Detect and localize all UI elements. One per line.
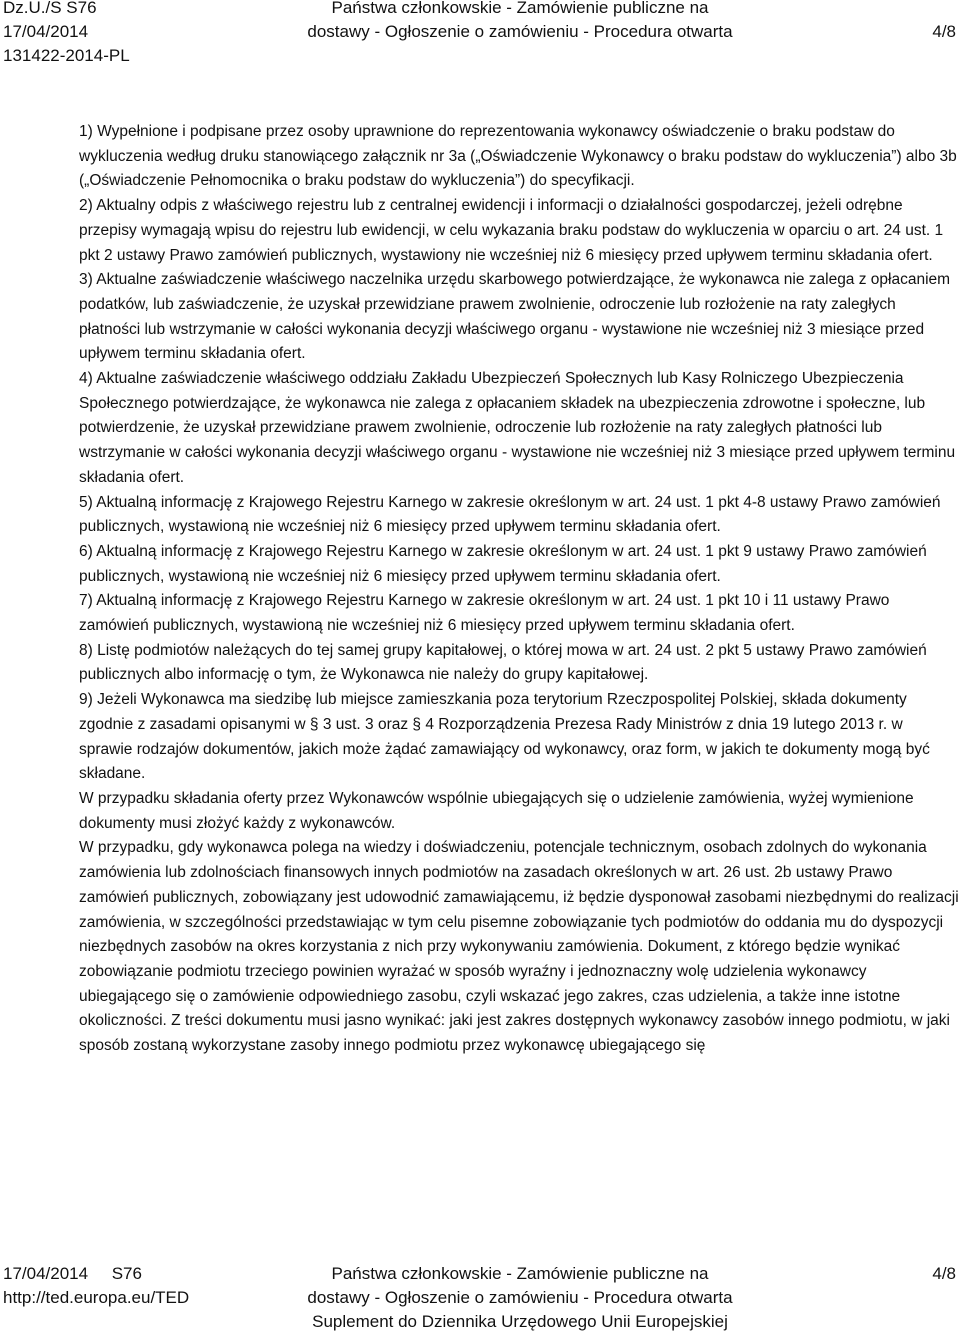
footer-series: S76: [111, 1264, 142, 1283]
paragraph-5: 5) Aktualną informację z Krajowego Rejestru Karnego w zakresie określonym w art. 24 ust. 1 pkt 4-8 ustawy Prawo zamówień publicznych, wystawioną nie wcześniej niż 6 miesięcy przed upływem terminu składania ofert.: [79, 493, 941, 536]
paragraph-8: 8) Listę podmiotów należących do tej samej grupy kapitałowej, o której mowa w art. 24 ust. 2 pkt 5 ustawy Prawo zamówień publicznych albo informację o tym, że Wykonawca nie należy do grupy kapitałowej.: [79, 641, 927, 684]
footer-date: 17/04/2014: [3, 1264, 89, 1283]
paragraph-4: 4) Aktualne zaświadczenie właściwego oddziału Zakładu Ubezpieczeń Społecznych lub Kasy Rolniczego Ubezpieczenia Społecznego potwierdzające, że wykonawca nie zalega z opłacaniem składek na ubezpieczenia zdrowotne i społeczne, lub potwierdzenie, że uzyskał przewidziane prawem zwolnienie, odroczenie lub rozłożenie na raty zaległych płatności lub wstrzymanie w całości wykonania decyzji właściwego organu - wystawione nie wcześniej niż 3 miesiące przed upływem terminu składania ofert.: [79, 370, 956, 486]
header-left: [3, 0, 233, 68]
notice-number: 131422-2014-PL: [3, 46, 130, 65]
footer-url: http://ted.europa.eu/TED: [3, 1288, 190, 1307]
footer-left: [3, 1262, 233, 1310]
paragraph-1: 1) Wypełnione i podpisane przez osoby uprawnione do reprezentowania wykonawcy oświadczenie o braku podstaw do wykluczenia według druku stanowiącego załącznik nr 3a („Oświadczenie Wykonawcy o braku podstaw do wykluczenia”) albo 3b („Oświadczenie Pełnomocnika o braku podstaw do wykluczenia”) do specyfikacji.: [79, 123, 957, 190]
document-body: [79, 120, 959, 1059]
paragraph-3: 3) Aktualne zaświadczenie właściwego naczelnika urzędu skarbowego potwierdzające, że wykonawca nie zalega z opłacaniem podatków, lub zaświadczenie, że uzyskał przewidziane prawem zwolnienie, odroczenie lub rozłożenie na raty zaległych płatności lub wstrzymanie w całości wykonania decyzji właściwego organu - wystawione nie wcześniej niż 3 miesiące przed upływem terminu składania ofert.: [79, 271, 951, 363]
paragraph-2: 2) Aktualny odpis z właściwego rejestru lub z centralnej ewidencji i informacji o działalności gospodarczej, jeżeli odrębne przepisy wymagają wpisu do rejestru lub ewidencji, w celu wykazania braku podstaw do wykluczenia w oparciu o art. 24 ust. 1 pkt 2 ustawy Prawo zamówień publicznych, wystawiony nie wcześniej niż 6 miesięcy przed upływem terminu składania ofert.: [79, 197, 944, 264]
footer-title-line1: Państwa członkowskie - Zamówienie publiczne na: [331, 1264, 709, 1283]
footer-date-line: [3, 1262, 233, 1286]
footer-center: [270, 1262, 770, 1334]
paragraph-11: W przypadku, gdy wykonawca polega na wiedzy i doświadczeniu, potencjale technicznym, osobach zdolnych do wykonania zamówienia lub zdolnościach finansowych innych podmiotów na zasadach określonych w art. 26 ust. 2b ustawy Prawo zamówień publicznych, zobowiązany jest udowodnić zamawiającemu, iż będzie dysponował zasobami niezbędnymi do realizacji zamówienia, w szczególności przedstawiając w tym celu pisemne zobowiązanie tych podmiotów do oddania mu do dyspozycji niezbędnych zasobów na okres korzystania z nich przy wykonywaniu zamówienia. Dokument, z którego będzie wynikać zobowiązanie podmiotu trzeciego powinien wyrażać w sposób wyraźny i jednoznaczny wolę udzielenia wykonawcy ubiegającego się o zamówienie odpowiedniego zasobu, czyli wskazać jego zakres, czas udzielenia, a także inne istotne okoliczności. Z treści dokumentu musi jasno wynikać: jaki jest zakres dostępnych wykonawcy zasobów innego podmiotu, w jaki sposób zostaną wykorzystane zasoby innego podmiotu przez wykonawcę ubiegającego się: [79, 839, 959, 1055]
journal-reference: Dz.U./S S76: [3, 0, 97, 17]
paragraph-10: W przypadku składania oferty przez Wykonawców wspólnie ubiegających się o udzielenie zamówienia, wyżej wymienione dokumenty musi złożyć każdy z wykonawców.: [79, 789, 914, 832]
paragraph-7: 7) Aktualną informację z Krajowego Rejestru Karnego w zakresie określonym w art. 24 ust. 1 pkt 10 i 11 ustawy Prawo zamówień publicznych, wystawioną nie wcześniej niż 6 miesięcy przed upływem terminu składania ofert.: [79, 592, 890, 635]
header-title-line1: Państwa członkowskie - Zamówienie publiczne na: [331, 0, 709, 17]
paragraph-6: 6) Aktualną informację z Krajowego Rejestru Karnego w zakresie określonym w art. 24 ust. 1 pkt 9 ustawy Prawo zamówień publicznych, wystawioną nie wcześniej niż 6 miesięcy przed upływem terminu składania ofert.: [79, 542, 927, 585]
header-page-number: 4/8: [932, 22, 956, 41]
header-date: 17/04/2014: [3, 22, 89, 41]
footer-page-number: 4/8: [932, 1264, 956, 1283]
header-title-line2: dostawy - Ogłoszenie o zamówieniu - Procedura otwarta: [307, 22, 733, 41]
header-center: [270, 0, 770, 44]
footer-title-line2: dostawy - Ogłoszenie o zamówieniu - Procedura otwarta: [307, 1288, 733, 1307]
footer-title-line3: Suplement do Dziennika Urzędowego Unii Europejskiej: [312, 1312, 728, 1331]
paragraph-9: 9) Jeżeli Wykonawca ma siedzibę lub miejsce zamieszkania poza terytorium Rzeczpospolitej Polskiej, składa dokumenty zgodnie z zasadami opisanymi w § 3 ust. 3 oraz § 4 Rozporządzenia Prezesa Rady Ministrów z dnia 19 lutego 2013 r. w sprawie rodzajów dokumentów, jakich może żądać zamawiający od wykonawcy, oraz form, w jakich te dokumenty mogą być składane.: [79, 691, 930, 783]
